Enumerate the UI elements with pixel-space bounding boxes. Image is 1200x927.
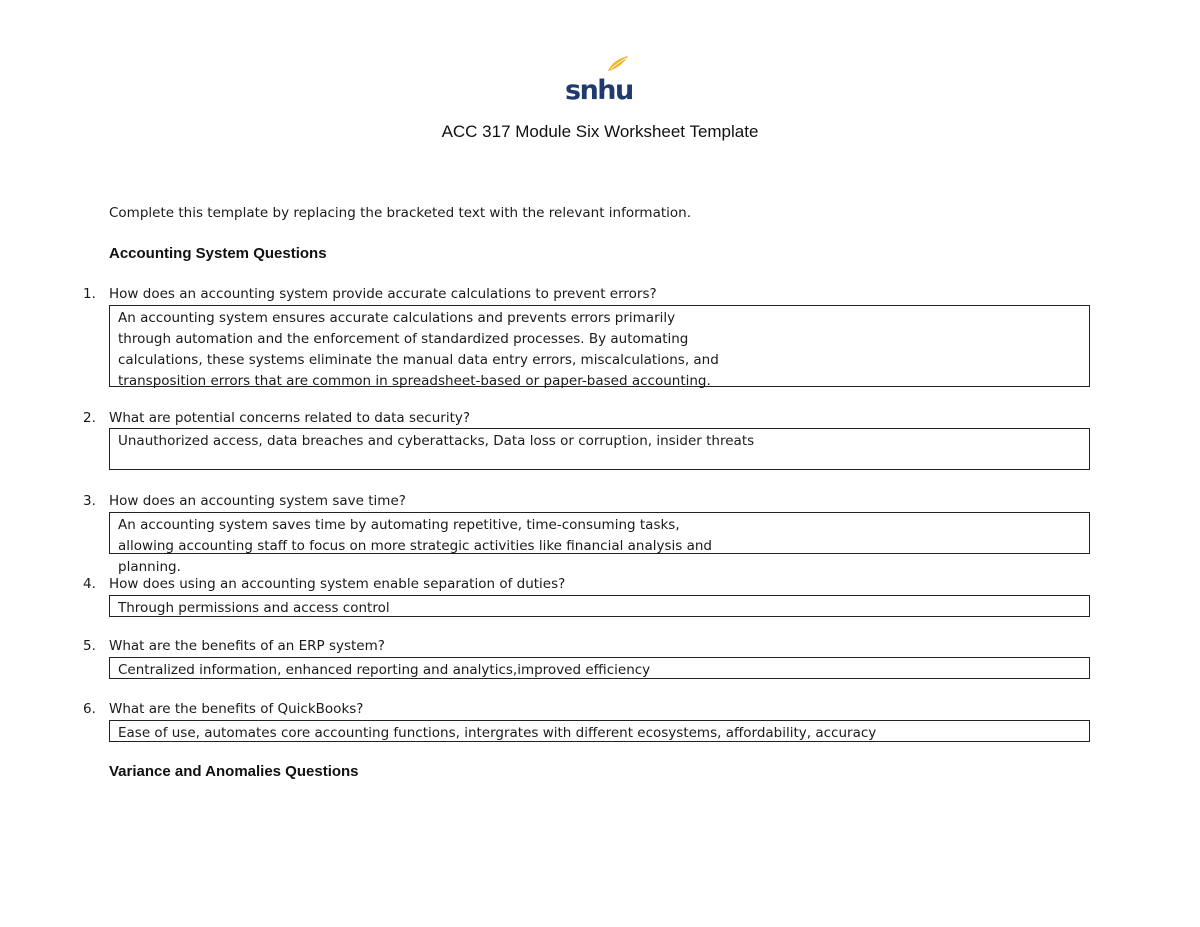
question-text: What are the benefits of QuickBooks? (109, 701, 364, 717)
question-text: How does using an accounting system enable separation of duties? (109, 576, 566, 592)
answer-field[interactable]: An accounting system ensures accurate calculations and prevents errors primarily through automation and the enforcement of standardized processes. By automating calculations, these systems eliminate the manual data entry errors, miscalculations, and transposition errors that are common in spreadsheet-based or paper-based accounting. (109, 305, 1090, 387)
section-heading-variance: Variance and Anomalies Questions (109, 763, 359, 780)
question-text: What are potential concerns related to data security? (109, 410, 471, 426)
answer-field[interactable]: Ease of use, automates core accounting functions, intergrates with different ecosystems, affordability, accuracy (109, 720, 1090, 742)
question-number: 2. (83, 410, 96, 426)
instructions-text: Complete this template by replacing the bracketed text with the relevant information. (109, 205, 692, 221)
question-text: How does an accounting system provide accurate calculations to prevent errors? (109, 286, 657, 302)
question-text: How does an accounting system save time? (109, 493, 406, 509)
question-number: 5. (83, 638, 96, 654)
question-number: 4. (83, 576, 96, 592)
question-number: 3. (83, 493, 96, 509)
svg-text:snhu: snhu (565, 75, 633, 102)
document-title: ACC 317 Module Six Worksheet Template (441, 122, 759, 141)
answer-field[interactable]: An accounting system saves time by automating repetitive, time-consuming tasks, allowing accounting staff to focus on more strategic activities like financial analysis and planning. (109, 512, 1090, 554)
answer-field[interactable]: Through permissions and access control (109, 595, 1090, 617)
answer-field[interactable]: Centralized information, enhanced reporting and analytics,improved efficiency (109, 657, 1090, 679)
answer-field[interactable]: Unauthorized access, data breaches and cyberattacks, Data loss or corruption, insider threats (109, 428, 1090, 470)
snhu-logo (562, 54, 634, 102)
question-number: 1. (83, 286, 96, 302)
section-heading-accounting: Accounting System Questions (109, 245, 327, 262)
question-number: 6. (83, 701, 96, 717)
question-text: What are the benefits of an ERP system? (109, 638, 385, 654)
